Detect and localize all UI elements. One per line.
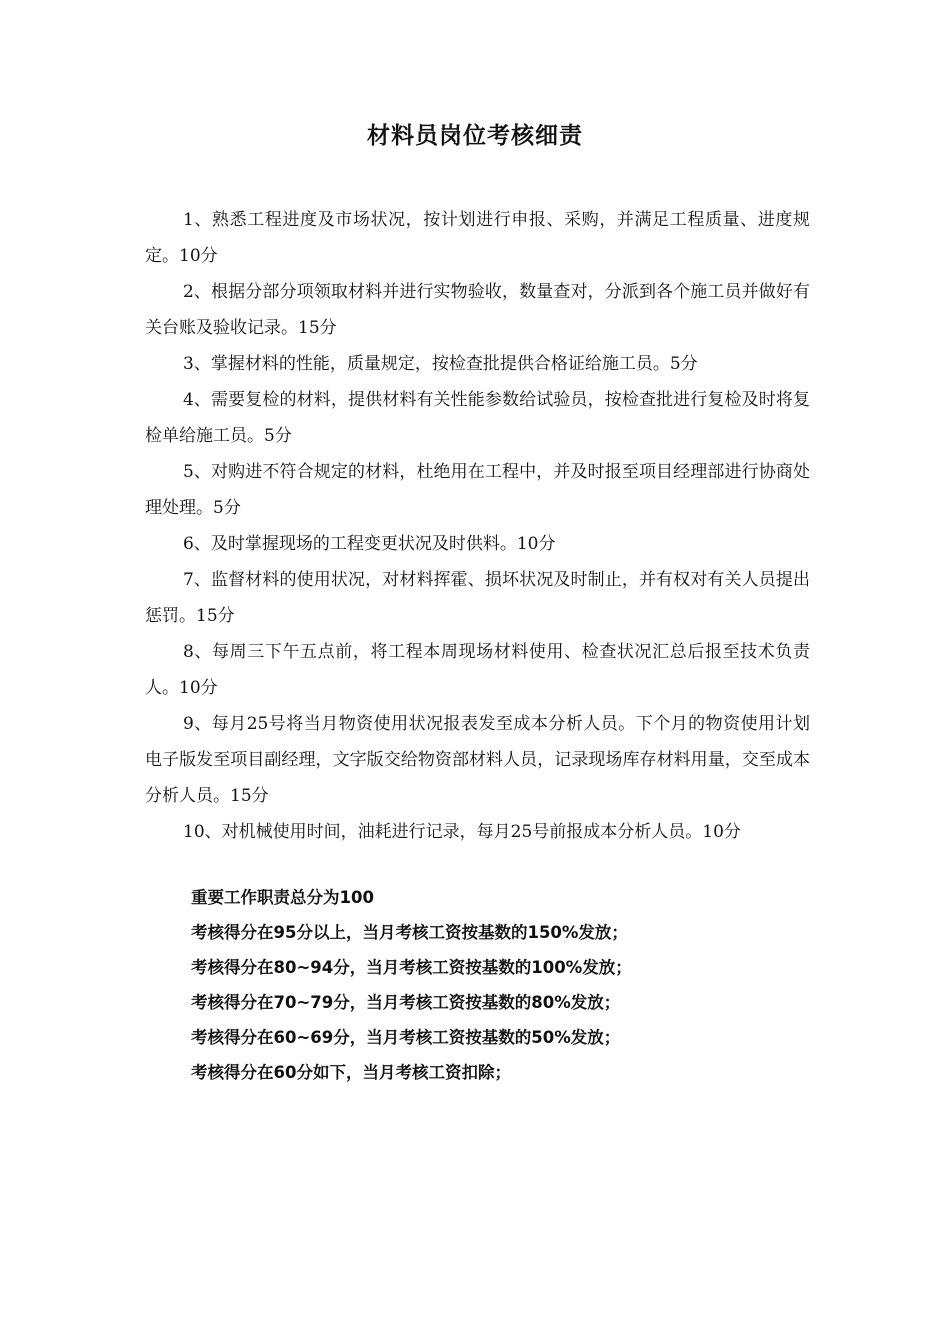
scoring-rule-80: 考核得分在80~94分，当月考核工资按基数的100%发放； <box>191 958 632 977</box>
duty-item-9: 9、每月25号将当月物资使用状况报表发至成本分析人员。下个月的物资使用计划电子版发至项目副经理，文字版交给物资部材料人员，记录现场库存材料用量，交至成本分析人员。15分 <box>145 714 810 806</box>
duty-item-2: 2、根据分部分项领取材料并进行实物验收，数量查对，分派到各个施工员并做好有关台账及验收记录。15分 <box>145 282 810 338</box>
document-title: 材料员岗位考核细责 <box>367 122 583 149</box>
duty-item-4: 4、需要复检的材料，提供材料有关性能参数给试验员，按检查批进行复检及时将复检单给施工员。5分 <box>145 390 810 446</box>
duty-item-7: 7、监督材料的使用状况，对材料挥霍、损坏状况及时制止，并有权对有关人员提出惩罚。15分 <box>145 570 810 626</box>
scoring-total: 重要工作职责总分为100 <box>191 888 374 907</box>
scoring-rule-70: 考核得分在70~79分，当月考核工资按基数的80%发放； <box>191 993 621 1012</box>
scoring-rules <box>191 880 791 1090</box>
duty-item-8: 8、每周三下午五点前，将工程本周现场材料使用、检查状况汇总后报至技术负责人。10分 <box>145 642 810 698</box>
duty-item-10: 10、对机械使用时间，油耗进行记录，每月25号前报成本分析人员。10分 <box>183 822 741 842</box>
duty-item-6: 6、及时掌握现场的工程变更状况及时供料。10分 <box>183 534 556 554</box>
duty-item-3: 3、掌握材料的性能，质量规定，按检查批提供合格证给施工员。5分 <box>183 354 698 374</box>
duty-list <box>145 202 810 850</box>
scoring-rule-95: 考核得分在95分以上，当月考核工资按基数的150%发放； <box>191 923 628 942</box>
duty-item-1: 1、熟悉工程进度及市场状况，按计划进行申报、采购，并满足工程质量、进度规定。10分 <box>145 210 810 266</box>
scoring-rule-60: 考核得分在60~69分，当月考核工资按基数的50%发放； <box>191 1028 621 1047</box>
scoring-rule-below-60: 考核得分在60分如下，当月考核工资扣除； <box>191 1063 511 1082</box>
duty-item-5: 5、对购进不符合规定的材料，杜绝用在工程中，并及时报至项目经理部进行协商处理处理。5分 <box>145 462 810 518</box>
